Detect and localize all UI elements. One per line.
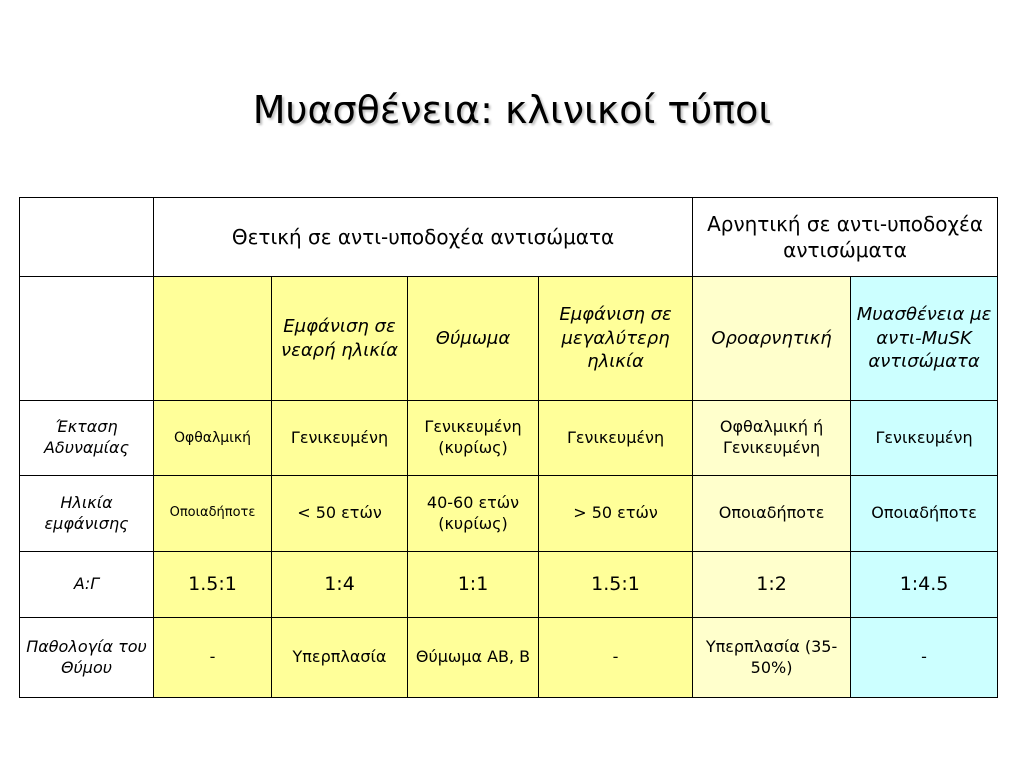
subheader-late-onset: Εμφάνιση σε μεγαλύτερη ηλικία [539,277,693,401]
cell-age-c6: Οποιαδήποτε [851,476,998,552]
slide-title: Μυασθένεια: κλινικοί τύποι [252,88,772,132]
row-label-thymus-pathology: Παθολογία του Θύμου [20,618,154,698]
subheader-thymoma: Θύμωμα [408,277,539,401]
subheader-blank [154,277,272,401]
cell-ratio-c4: 1.5:1 [539,552,693,618]
cell-weakness-c2: Γενικευμένη [272,401,408,476]
row-sex-ratio [20,552,998,618]
cell-age-c2: < 50 ετών [272,476,408,552]
subheader-musk: Μυασθένεια με αντι-MuSK αντισώματα [851,277,998,401]
cell-age-c1: Οποιαδήποτε [154,476,272,552]
cell-thymus-c3: Θύμωμα AB, B [408,618,539,698]
row-label-sex-ratio: Α:Γ [20,552,154,618]
cell-ratio-c6: 1:4.5 [851,552,998,618]
row-weakness-extent [20,401,998,476]
cell-thymus-c6: - [851,618,998,698]
cell-age-c3: 40-60 ετών (κυρίως) [408,476,539,552]
subheader-corner-cell [20,277,154,401]
cell-ratio-c1: 1.5:1 [154,552,272,618]
cell-weakness-c3: Γενικευμένη (κυρίως) [408,401,539,476]
row-label-weakness-extent: Έκταση Αδυναμίας [20,401,154,476]
cell-thymus-c5: Υπερπλασία (35-50%) [693,618,851,698]
subheader-early-onset: Εμφάνιση σε νεαρή ηλικία [272,277,408,401]
row-onset-age [20,476,998,552]
corner-cell [20,198,154,277]
row-thymus-pathology [20,618,998,698]
cell-thymus-c4: - [539,618,693,698]
cell-weakness-c4: Γενικευμένη [539,401,693,476]
cell-weakness-c5: Οφθαλμική ή Γενικευμένη [693,401,851,476]
cell-ratio-c3: 1:1 [408,552,539,618]
header-row [20,198,998,277]
cell-weakness-c6: Γενικευμένη [851,401,998,476]
cell-ratio-c2: 1:4 [272,552,408,618]
cell-age-c4: > 50 ετών [539,476,693,552]
cell-thymus-c1: - [154,618,272,698]
clinical-types-table [19,197,998,698]
subheader-row [20,277,998,401]
subheader-seronegative: Οροαρνητική [693,277,851,401]
cell-thymus-c2: Υπερπλασία [272,618,408,698]
cell-age-c5: Οποιαδήποτε [693,476,851,552]
cell-ratio-c5: 1:2 [693,552,851,618]
row-label-onset-age: Ηλικία εμφάνισης [20,476,154,552]
header-positive-antibodies: Θετική σε αντι-υποδοχέα αντισώματα [154,198,693,277]
header-negative-antibodies: Αρνητική σε αντι-υποδοχέα αντισώματα [693,198,998,277]
cell-weakness-c1: Οφθαλμική [154,401,272,476]
